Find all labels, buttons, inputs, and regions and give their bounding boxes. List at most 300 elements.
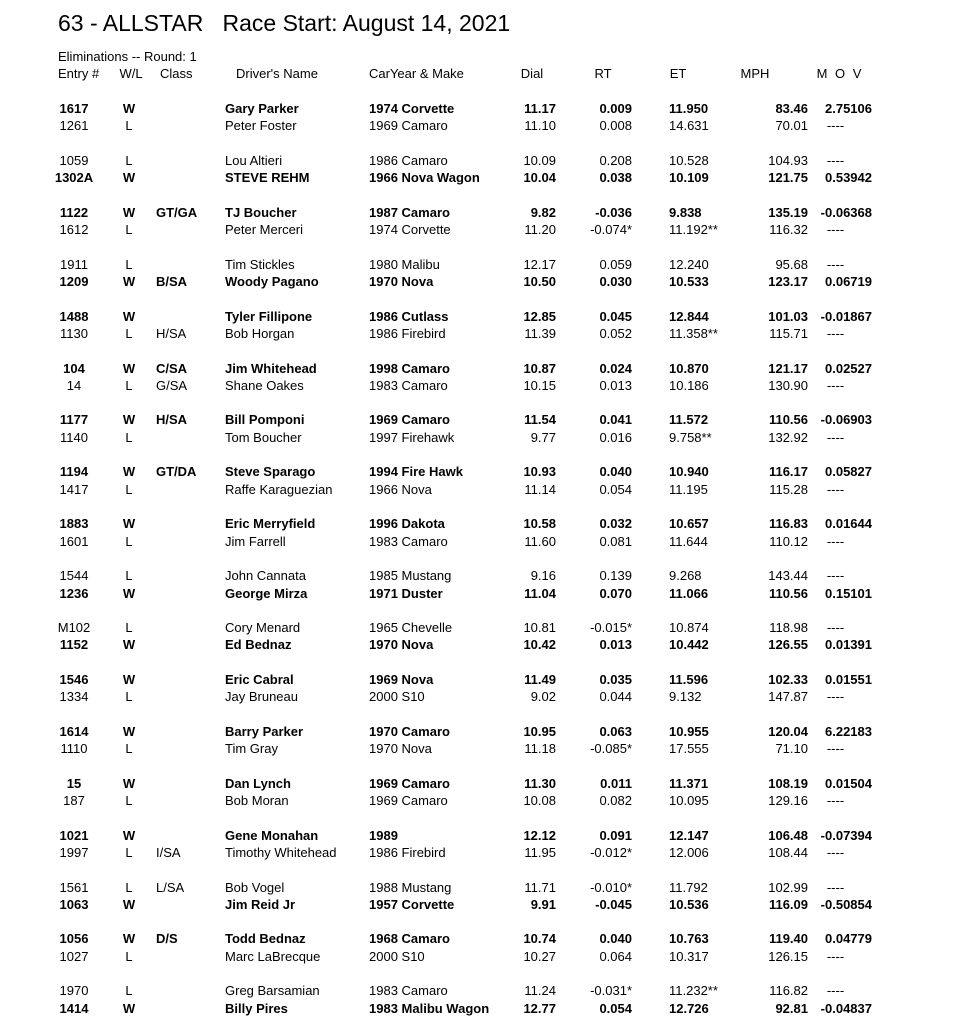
cell-mov: 2.75106 <box>825 101 872 116</box>
cell-mov: 0.01391 <box>825 637 872 653</box>
result-row <box>0 256 980 273</box>
cell-rt: 0.038 <box>599 170 632 186</box>
cell-rt: 0.059 <box>599 256 632 272</box>
cell-driver: Bob Vogel <box>225 879 285 895</box>
cell-car: 2000 S10 <box>369 689 425 705</box>
result-row <box>0 896 980 913</box>
cell-et: 9.838 <box>669 204 702 220</box>
cell-et: 11.644 <box>669 533 708 549</box>
cell-mov: ---- <box>826 118 845 134</box>
cell-et: 12.844 <box>669 308 709 324</box>
cell-et: 10.109 <box>669 170 709 186</box>
cell-dial: 11.71 <box>524 879 556 895</box>
cell-driver: Cory Menard <box>225 620 301 635</box>
cell-entry: 187 <box>63 793 85 809</box>
cell-et: 11.371 <box>669 775 709 791</box>
cell-mov: ---- <box>826 620 845 635</box>
cell-dial: 9.16 <box>530 568 556 584</box>
result-row <box>0 533 980 550</box>
cell-rt: 0.040 <box>599 931 632 947</box>
cell-rt: -0.045 <box>595 896 632 912</box>
cell-wl: W <box>122 1000 136 1016</box>
cell-et: 10.955 <box>669 723 709 739</box>
cell-car: 1966 Nova Wagon <box>369 170 480 186</box>
cell-mph: 92.81 <box>775 1000 808 1016</box>
cell-wl: W <box>122 360 136 376</box>
cell-entry: 1911 <box>60 256 88 272</box>
cell-mph: 119.40 <box>768 931 808 947</box>
result-row <box>0 481 980 498</box>
round-subtitle: Eliminations -- Round: 1 <box>58 49 197 64</box>
cell-mph: 126.55 <box>768 637 808 653</box>
header-class: Class <box>160 66 193 81</box>
cell-car: 1983 Malibu Wagon <box>369 1000 490 1016</box>
result-row <box>0 429 980 446</box>
cell-driver: Greg Barsamian <box>225 983 320 999</box>
result-row <box>0 585 980 602</box>
cell-mov: ---- <box>826 879 845 895</box>
cell-mph: 130.90 <box>768 377 808 393</box>
header-wl: W/L <box>119 66 143 81</box>
cell-wl: W <box>122 723 136 739</box>
cell-dial: 11.39 <box>524 326 556 341</box>
cell-et: 14.631 <box>669 118 709 134</box>
cell-entry: 1122 <box>59 204 89 220</box>
cell-mov: ---- <box>826 222 845 238</box>
cell-mov: ---- <box>826 377 845 393</box>
cell-wl: L <box>125 377 133 393</box>
cell-et: 10.095 <box>669 793 709 809</box>
cell-rt: 0.013 <box>599 377 632 393</box>
cell-et: 10.657 <box>669 516 709 532</box>
cell-car: 2000 S10 <box>369 948 425 964</box>
cell-mph: 110.56 <box>768 412 808 428</box>
cell-mph: 108.44 <box>768 845 808 860</box>
result-row <box>0 204 980 221</box>
cell-dial: 10.08 <box>523 793 556 809</box>
cell-entry: 1334 <box>59 689 89 705</box>
cell-wl: W <box>122 931 136 947</box>
cell-wl: W <box>122 637 136 653</box>
cell-mph: 147.87 <box>768 689 808 705</box>
cell-car: 1985 Mustang <box>369 568 452 584</box>
cell-entry: 1236 <box>59 585 89 601</box>
cell-wl: L <box>125 152 133 168</box>
cell-driver: Raffe Karaguezian <box>225 481 333 497</box>
cell-wl: W <box>122 775 136 791</box>
cell-rt: 0.082 <box>599 793 632 809</box>
cell-rt: -0.031* <box>590 983 632 999</box>
cell-entry: 1614 <box>59 723 89 739</box>
cell-et: 11.358** <box>669 326 718 341</box>
cell-wl: W <box>122 464 136 480</box>
cell-et: 17.555 <box>669 741 709 757</box>
cell-dial: 11.20 <box>524 222 556 238</box>
cell-entry: 1997 <box>59 845 89 860</box>
cell-mov: 6.22183 <box>825 723 872 739</box>
cell-rt: 0.070 <box>599 585 632 601</box>
result-row <box>0 463 980 480</box>
cell-driver: Gene Monahan <box>225 827 319 843</box>
result-row <box>0 948 980 965</box>
cell-dial: 9.02 <box>530 689 556 705</box>
result-row <box>0 325 980 342</box>
cell-car: 1986 Camaro <box>369 152 448 168</box>
cell-class: B/SA <box>156 274 188 290</box>
cell-et: 11.950 <box>669 101 709 116</box>
header-rt: RT <box>594 66 612 81</box>
cell-dial: 12.12 <box>523 827 556 843</box>
cell-mov: ---- <box>826 845 845 860</box>
cell-dial: 10.74 <box>523 931 556 947</box>
cell-dial: 11.10 <box>524 118 556 134</box>
cell-dial: 11.30 <box>524 775 556 791</box>
cell-car: 1986 Firebird <box>369 845 446 860</box>
cell-mov: -0.06368 <box>820 204 872 220</box>
cell-car: 1998 Camaro <box>369 360 450 376</box>
cell-mph: 116.09 <box>768 896 808 912</box>
page-title: 63 - ALLSTAR Race Start: August 14, 2021 <box>58 10 511 36</box>
cell-et: 12.240 <box>669 256 709 272</box>
cell-et: 10.442 <box>669 637 709 653</box>
result-row <box>0 982 980 999</box>
cell-car: 1986 Firebird <box>369 326 446 341</box>
cell-driver: Tom Boucher <box>225 429 302 445</box>
cell-driver: Shane Oakes <box>225 377 304 393</box>
result-row <box>0 688 980 705</box>
cell-entry: 1140 <box>60 429 88 445</box>
cell-mph: 120.04 <box>768 723 808 739</box>
cell-driver: Marc LaBrecque <box>225 948 321 964</box>
result-row <box>0 377 980 394</box>
result-row <box>0 169 980 186</box>
cell-dial: 11.49 <box>524 671 556 687</box>
cell-dial: 11.14 <box>524 481 556 497</box>
cell-driver: Jay Bruneau <box>225 689 298 705</box>
cell-car: 1986 Cutlass <box>369 308 449 324</box>
result-row <box>0 152 980 169</box>
cell-dial: 12.85 <box>523 308 556 324</box>
cell-class: C/SA <box>156 360 188 376</box>
cell-driver: Billy Pires <box>225 1000 288 1016</box>
cell-et: 10.874 <box>669 620 709 635</box>
cell-dial: 10.42 <box>523 637 556 653</box>
cell-mov: 0.06719 <box>825 274 872 290</box>
cell-driver: Timothy Whitehead <box>225 845 337 860</box>
cell-mph: 110.56 <box>768 585 808 601</box>
cell-mph: 71.10 <box>775 741 808 757</box>
cell-dial: 9.91 <box>530 896 556 912</box>
cell-et: 10.536 <box>669 896 709 912</box>
cell-driver: Barry Parker <box>225 723 304 739</box>
cell-et: 11.792 <box>669 879 708 895</box>
cell-et: 11.596 <box>669 671 709 687</box>
cell-driver: TJ Boucher <box>225 204 297 220</box>
cell-mov: -0.50854 <box>820 896 872 912</box>
cell-rt: 0.008 <box>599 118 632 134</box>
cell-driver: Jim Reid Jr <box>225 896 296 912</box>
cell-wl: W <box>122 170 136 186</box>
cell-mov: ---- <box>826 256 845 272</box>
result-row <box>0 671 980 688</box>
cell-mov: ---- <box>826 326 845 341</box>
cell-rt: 0.063 <box>599 723 632 739</box>
cell-entry: 1417 <box>59 481 89 497</box>
cell-wl: L <box>125 845 133 860</box>
cell-mph: 83.46 <box>775 101 808 116</box>
cell-et: 11.195 <box>669 481 708 497</box>
header-dial: Dial <box>520 66 544 81</box>
header-driver: Driver's Name <box>236 66 318 81</box>
cell-mov: ---- <box>826 481 845 497</box>
cell-rt: 0.011 <box>600 775 632 791</box>
cell-mph: 118.98 <box>769 620 808 635</box>
result-row <box>0 827 980 844</box>
cell-car: 1966 Nova <box>369 481 432 497</box>
cell-class: GT/GA <box>156 204 198 220</box>
result-row <box>0 515 980 532</box>
cell-wl: L <box>125 879 133 895</box>
cell-entry: 1488 <box>59 308 89 324</box>
cell-dial: 11.54 <box>524 412 556 428</box>
cell-entry: M102 <box>57 620 91 635</box>
cell-wl: L <box>125 948 133 964</box>
cell-driver: Ed Bednaz <box>225 637 292 653</box>
cell-wl: L <box>125 983 133 999</box>
cell-car: 1965 Chevelle <box>369 620 453 635</box>
cell-rt: 0.024 <box>599 360 632 376</box>
cell-rt: 0.054 <box>599 1000 632 1016</box>
cell-et: 12.006 <box>669 845 709 860</box>
cell-mov: ---- <box>826 568 845 584</box>
cell-et: 11.232** <box>669 983 718 999</box>
cell-driver: Steve Sparago <box>225 464 316 480</box>
cell-mov: ---- <box>826 689 845 705</box>
result-row <box>0 844 980 861</box>
cell-wl: W <box>122 274 136 290</box>
cell-dial: 9.82 <box>530 204 556 220</box>
cell-et: 9.268 <box>669 568 702 584</box>
cell-entry: 1194 <box>59 464 89 480</box>
result-row <box>0 411 980 428</box>
cell-dial: 11.60 <box>524 533 556 549</box>
cell-wl: L <box>125 620 133 635</box>
cell-car: 1971 Duster <box>369 585 443 601</box>
result-row <box>0 792 980 809</box>
cell-et: 12.726 <box>669 1000 709 1016</box>
cell-wl: L <box>125 689 133 705</box>
cell-rt: 0.044 <box>599 689 632 705</box>
cell-driver: Jim Farrell <box>225 533 286 549</box>
cell-car: 1988 Mustang <box>369 879 452 895</box>
cell-entry: 1970 <box>59 983 89 999</box>
cell-entry: 1209 <box>59 274 89 290</box>
cell-car: 1969 Camaro <box>369 118 448 134</box>
cell-mph: 116.83 <box>768 516 808 532</box>
cell-entry: 1110 <box>60 741 88 757</box>
cell-wl: W <box>122 101 136 116</box>
cell-driver: Bob Horgan <box>225 326 295 341</box>
cell-driver: John Cannata <box>225 568 306 584</box>
cell-wl: W <box>122 204 136 220</box>
cell-mov: 0.05827 <box>825 464 872 480</box>
cell-entry: 1152 <box>59 637 89 653</box>
result-row <box>0 273 980 290</box>
cell-mov: 0.02527 <box>825 360 872 376</box>
cell-rt: -0.085* <box>590 741 632 757</box>
cell-rt: 0.054 <box>599 481 632 497</box>
cell-mph: 116.32 <box>769 222 808 238</box>
cell-entry: 1063 <box>59 896 89 912</box>
header-et: ET <box>669 66 687 81</box>
cell-entry: 1021 <box>59 827 89 843</box>
cell-rt: 0.208 <box>599 152 632 168</box>
cell-dial: 11.18 <box>524 741 556 757</box>
cell-entry: 1883 <box>59 516 89 532</box>
cell-driver: STEVE REHM <box>225 170 310 186</box>
cell-mov: 0.15101 <box>825 585 872 601</box>
cell-dial: 11.95 <box>524 845 556 860</box>
cell-entry: 1261 <box>59 118 89 134</box>
cell-car: 1969 Nova <box>369 671 434 687</box>
cell-wl: W <box>122 308 136 324</box>
cell-car: 1969 Camaro <box>369 775 450 791</box>
cell-car: 1974 Corvette <box>369 222 451 238</box>
cell-mov: ---- <box>826 793 845 809</box>
cell-dial: 11.17 <box>524 101 556 116</box>
cell-car: 1968 Camaro <box>369 931 450 947</box>
cell-et: 11.066 <box>669 585 709 601</box>
header-entry: Entry # <box>58 66 100 81</box>
cell-mov: ---- <box>826 533 845 549</box>
cell-et: 10.533 <box>669 274 709 290</box>
cell-entry: 1601 <box>59 533 89 549</box>
cell-rt: 0.139 <box>599 568 632 584</box>
cell-car: 1957 Corvette <box>369 896 455 912</box>
cell-driver: Eric Cabral <box>225 671 294 687</box>
cell-rt: 0.016 <box>599 429 632 445</box>
cell-wl: W <box>122 827 136 843</box>
cell-car: 1997 Firehawk <box>369 429 455 445</box>
cell-rt: 0.032 <box>599 516 632 532</box>
cell-car: 1970 Camaro <box>369 723 450 739</box>
cell-rt: 0.041 <box>599 412 632 428</box>
cell-mph: 110.12 <box>769 533 808 549</box>
cell-driver: Eric Merryfield <box>225 516 316 532</box>
cell-dial: 10.15 <box>523 377 556 393</box>
header-car: CarYear & Make <box>369 66 464 81</box>
cell-mph: 108.19 <box>768 775 808 791</box>
cell-dial: 10.09 <box>523 152 556 168</box>
cell-entry: 1027 <box>59 948 89 964</box>
cell-driver: Gary Parker <box>225 101 299 116</box>
cell-dial: 10.04 <box>523 170 556 186</box>
cell-car: 1969 Camaro <box>369 412 450 428</box>
header-mov: M O V <box>816 66 864 81</box>
cell-car: 1970 Nova <box>369 741 432 757</box>
cell-class: G/SA <box>156 377 188 393</box>
cell-car: 1974 Corvette <box>369 101 455 116</box>
cell-car: 1980 Malibu <box>369 256 440 272</box>
cell-car: 1969 Camaro <box>369 793 448 809</box>
cell-et: 10.528 <box>669 152 709 168</box>
cell-entry: 1617 <box>59 101 89 116</box>
cell-mph: 132.92 <box>768 429 808 445</box>
header-mph: MPH <box>740 66 770 81</box>
cell-mph: 101.03 <box>768 308 808 324</box>
cell-car: 1983 Camaro <box>369 533 448 549</box>
cell-wl: W <box>122 896 136 912</box>
cell-mov: 0.01551 <box>825 671 872 687</box>
cell-entry: 104 <box>63 360 85 376</box>
cell-car: 1989 <box>369 827 398 843</box>
result-row <box>0 360 980 377</box>
cell-mov: 0.01644 <box>825 516 872 532</box>
cell-mov: -0.04837 <box>820 1000 872 1016</box>
cell-driver: Bob Moran <box>225 793 289 809</box>
cell-dial: 10.27 <box>523 948 556 964</box>
cell-rt: -0.015* <box>590 620 632 635</box>
cell-et: 10.317 <box>669 948 709 964</box>
cell-class: H/SA <box>156 326 187 341</box>
cell-driver: Jim Whitehead <box>225 360 317 376</box>
cell-driver: Lou Altieri <box>225 152 283 168</box>
result-row <box>0 740 980 757</box>
cell-et: 10.186 <box>669 377 709 393</box>
cell-mph: 116.17 <box>768 464 808 480</box>
cell-car: 1983 Camaro <box>369 983 448 999</box>
cell-car: 1994 Fire Hawk <box>369 464 463 480</box>
cell-dial: 10.95 <box>523 723 556 739</box>
cell-mph: 102.99 <box>768 879 808 895</box>
cell-rt: -0.036 <box>595 204 632 220</box>
cell-car: 1983 Camaro <box>369 377 448 393</box>
cell-entry: 1561 <box>59 879 89 895</box>
cell-wl: W <box>122 412 136 428</box>
result-row <box>0 930 980 947</box>
cell-et: 10.763 <box>669 931 709 947</box>
cell-rt: -0.074* <box>590 222 632 238</box>
cell-car: 1996 Dakota <box>369 516 445 532</box>
cell-mov: ---- <box>826 948 845 964</box>
cell-et: 9.132 <box>669 689 702 705</box>
cell-et: 10.870 <box>669 360 709 376</box>
cell-mov: -0.06903 <box>820 412 872 428</box>
cell-mov: 0.04779 <box>825 931 872 947</box>
result-row <box>0 1000 980 1017</box>
cell-mov: -0.07394 <box>820 827 872 843</box>
cell-dial: 9.77 <box>530 429 556 445</box>
cell-rt: 0.035 <box>599 671 632 687</box>
cell-mov: ---- <box>826 741 845 757</box>
cell-et: 9.758** <box>669 429 712 445</box>
cell-mph: 115.71 <box>769 326 808 341</box>
result-row <box>0 221 980 238</box>
cell-wl: L <box>125 568 133 584</box>
cell-dial: 12.77 <box>523 1000 556 1016</box>
cell-mph: 143.44 <box>768 568 808 584</box>
cell-et: 12.147 <box>669 827 709 843</box>
cell-mph: 115.28 <box>769 481 808 497</box>
cell-rt: 0.052 <box>599 326 632 341</box>
cell-mov: 0.01504 <box>825 775 872 791</box>
cell-mph: 126.15 <box>768 948 808 964</box>
cell-mph: 102.33 <box>768 671 808 687</box>
cell-dial: 10.50 <box>523 274 556 290</box>
cell-mov: -0.01867 <box>820 308 872 324</box>
cell-rt: 0.091 <box>599 827 632 843</box>
cell-wl: L <box>125 222 133 238</box>
